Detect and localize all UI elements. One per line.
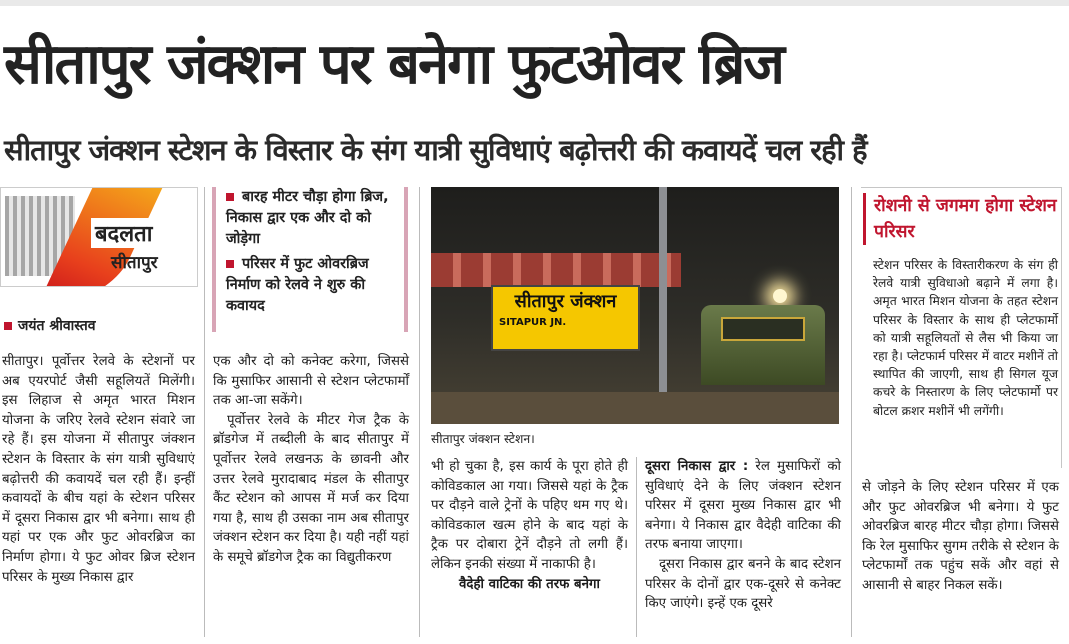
highlight-item: बारह मीटर चौड़ा होगा ब्रिज, निकास द्वार एक और दो को जोड़ेगा bbox=[226, 189, 389, 247]
article-column-2 bbox=[213, 352, 409, 568]
paragraph bbox=[645, 457, 841, 555]
bullet-icon bbox=[4, 322, 12, 330]
paragraph: दूसरा निकास द्वार बनने के बाद स्टेशन परिसर के दोनों द्वार एक-दूसरे से कनेक्ट किए जाएंगे। इन्हें एक दूसरे bbox=[645, 556, 841, 612]
bullet-icon bbox=[226, 260, 234, 268]
sign-hindi: सीतापुर जंक्शन bbox=[514, 291, 617, 312]
column-divider bbox=[419, 187, 420, 637]
paragraph: सीतापुर। पूर्वोत्तर रेलवे के स्टेशनों पर अब एयरपोर्ट जैसी सहूलियतें मिलेंगी। इस लिहाज से अमृत भारत मिशन योजना के जरिए रेलवे स्टेशन संवारे जा रहे हैं। इस योजना में सीतापुर जंक्शन स्टेशन के विस्तार के संग यात्री सुविधाएं बढ़ोत्तरी की कवायदें चल रही हैं। इन्हीं कवायदों के बीच यहां के स्टेशन परिसर में दूसरा निकास द्वार भी बनेगा। साथ ही यहां पर एक और फुट ओवरब्रिज का निर्माण होगा। ये फुट ओवर ब्रिज स्टेशन परिसर के मुख्य निकास द्वार bbox=[2, 354, 195, 585]
paragraph: भी हो चुका है, इस कार्य के पूरा होते ही कोविडकाल आ गया। जिससे यहां के ट्रैक पर दौड़ने वाले ट्रेनों के पहिए थम गए थे। कोविडकाल खत्म होने के बाद यहां के ट्रैक पर दोबारा ट्रेनें दौड़ने तो लगी हैं। लेकिन इनकी संख्या में नाकाफी है। bbox=[431, 459, 628, 572]
byline-author: जयंत श्रीवास्तव bbox=[18, 318, 96, 334]
paragraph-text: रेल मुसाफिरों को सुविधाएं देने के लिए जंक्शन स्टेशन परिसर में दूसरा मुख्य निकास द्वार भी बनेगा। ये निकास द्वार वैदेही वाटिका की तरफ बनाया जाएगा। bbox=[645, 459, 841, 553]
station-photo bbox=[431, 187, 839, 424]
column-divider bbox=[636, 457, 637, 637]
byline bbox=[4, 316, 96, 335]
article-column-1 bbox=[2, 352, 195, 587]
ground bbox=[431, 392, 839, 424]
bullet-icon bbox=[226, 193, 234, 201]
logo-line1: बदलता bbox=[91, 218, 156, 248]
platform-roof bbox=[431, 253, 681, 287]
station-signboard bbox=[491, 285, 640, 351]
locomotive-window bbox=[721, 317, 805, 341]
photo-caption: सीतापुर जंक्शन स्टेशन। bbox=[431, 432, 535, 446]
column-divider bbox=[851, 187, 852, 637]
highlight-item: परिसर में फुट ओवरब्रिज निर्माण को रेलवे ने शुरु की कवायद bbox=[226, 256, 369, 314]
article-column-4 bbox=[645, 457, 841, 614]
sidebar-title: रोशनी से जगमग होगा स्टेशन परिसर bbox=[863, 193, 1064, 245]
logo-line2: सीतापुर bbox=[111, 253, 158, 273]
section-subhead: वैदेही वाटिका की तरफ बनेगा bbox=[459, 576, 600, 592]
section-subhead: दूसरा निकास द्वार : bbox=[645, 459, 749, 474]
sign-english: SITAPUR JN. bbox=[499, 317, 567, 328]
paragraph: से जोड़ने के लिए स्टेशन परिसर में एक और फुट ओवरब्रिज भी बनेगा। ये फुट ओवरब्रिज बारह मीटर चौड़ा होगा। जिससे कि रेल मुसाफिर सुगम तरीके से स्टेशन के प्लेटफार्मों तक पहुंच सकें और वहां से आसानी से बाहर निकल सकें। bbox=[862, 480, 1059, 593]
sidebar-text: स्टेशन परिसर के विस्तारीकरण के संग ही रेलवे यात्री सुविधाओ बढ़ाने में लगा है। अमृत भारत मिशन योजना के तहत स्टेशन परिसर के विस्तार के साथ ही प्लेटफार्मो को यात्री सहूलियतों से लैस भी किया जा रहा है। प्लेटफार्म परिसर में वाटर मशीनें तो स्थापित की जाएगी, साथ ही सिगल यूज कचरे के निस्तारण के लिए प्लेटफार्मो पर बोटल क्रशर मशीनें भी लगेंगी। bbox=[873, 258, 1058, 418]
subheadline: सीतापुर जंक्शन स्टेशन के विस्तार के संग यात्री सुविधाएं बढ़ोत्तरी की कवायदें चल रही हैं bbox=[4, 133, 867, 167]
paragraph: पूर्वोत्तर रेलवे के मीटर गेज ट्रैक के ब्रॉडगेज में तब्दीली के बाद सीतापुर में पूर्वोत्तर रेलवे लखनऊ के छावनी और उत्तर रेलवे मुरादाबाद मंडल के सीतापुर कैंट स्टेशन को आपस में मर्ज कर दिया गया है, साथ ही उसका नाम अब सीतापुर जंक्शन स्टेशन कर दिया है। यही नहीं यहां के समूचे ब्रॉडगेज ट्रैक का विद्युतीकरण bbox=[213, 412, 409, 565]
article-column-3 bbox=[431, 457, 628, 594]
highlights-box bbox=[212, 187, 408, 332]
series-logo bbox=[0, 187, 198, 287]
lamp-light bbox=[773, 289, 787, 303]
article-column-5 bbox=[862, 478, 1059, 596]
pole bbox=[659, 187, 667, 424]
locomotive bbox=[701, 305, 825, 385]
paragraph: एक और दो को कनेक्ट करेगा, जिससे कि मुसाफिर आसानी से स्टेशन प्लेटफार्मों तक आ-जा सकेंगे। bbox=[213, 354, 409, 409]
top-rule bbox=[0, 0, 1069, 6]
column-divider bbox=[204, 187, 205, 637]
headline: सीतापुर जंक्शन पर बनेगा फुटओवर ब्रिज bbox=[4, 32, 783, 97]
